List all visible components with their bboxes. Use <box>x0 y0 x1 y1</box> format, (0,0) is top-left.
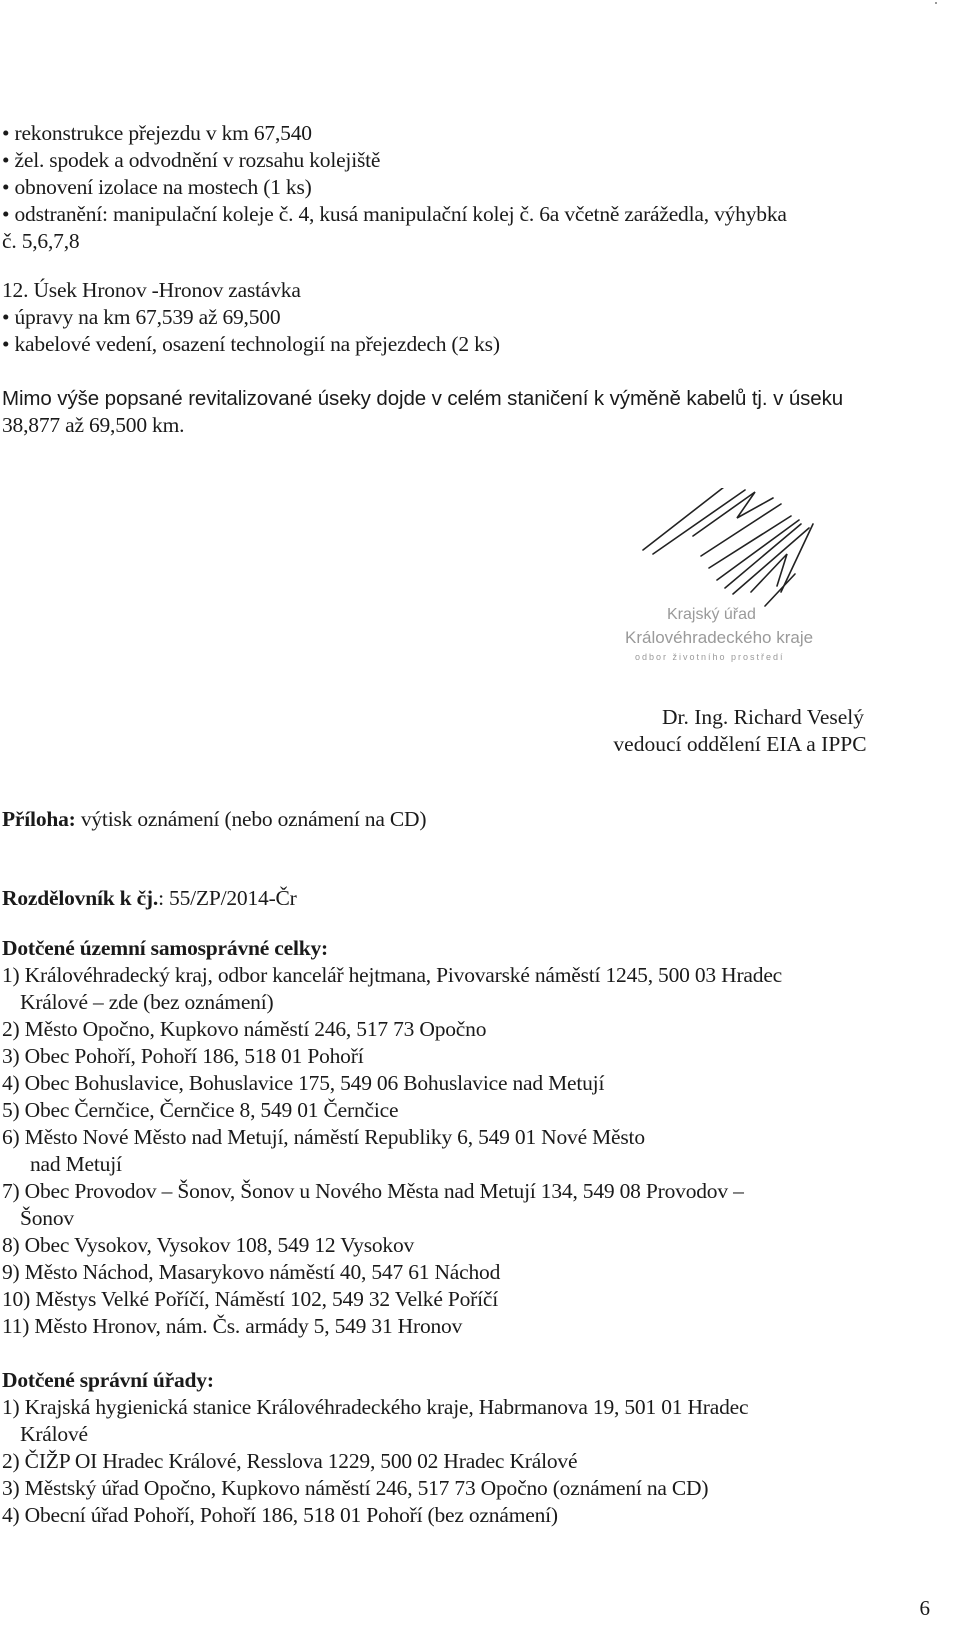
self-governing-item-11: 11) Město Hronov, nám. Čs. armády 5, 549 31 Hronov <box>2 1314 463 1338</box>
section-12-item-1: • úpravy na km 67,539 až 69,500 <box>2 305 281 329</box>
self-governing-heading: Dotčené územní samosprávné celky: <box>2 936 328 960</box>
attachment-line <box>2 806 426 833</box>
self-governing-item-7-continued: Šonov <box>20 1206 74 1230</box>
distribution-line <box>2 885 297 912</box>
bullet-removal: • odstranění: manipulační koleje č. 4, kusá manipulační kolej č. 6a včetně zarážedla, výhybka <box>2 202 787 226</box>
self-governing-item-5: 5) Obec Černčice, Černčice 8, 549 01 Černčice <box>2 1098 399 1122</box>
administrative-item-1: 1) Krajská hygienická stanice Královéhradeckého kraje, Habrmanova 19, 501 01 Hradec <box>2 1395 749 1419</box>
self-governing-item-6-continued: nad Metují <box>30 1152 122 1176</box>
self-governing-item-8: 8) Obec Vysokov, Vysokov 108, 549 12 Vysokov <box>2 1233 415 1257</box>
signatory-title: vedoucí oddělení EIA a IPPC <box>613 732 867 756</box>
self-governing-item-4: 4) Obec Bohuslavice, Bohuslavice 175, 549 06 Bohuslavice nad Metují <box>2 1071 605 1095</box>
self-governing-item-7: 7) Obec Provodov – Šonov, Šonov u Nového Města nad Metují 134, 549 08 Provodov – <box>2 1179 744 1203</box>
administrative-item-3: 3) Městský úřad Opočno, Kupkovo náměstí 246, 517 73 Opočno (oznámení na CD) <box>2 1476 709 1500</box>
signatory-name: Dr. Ing. Richard Veselý <box>662 705 865 729</box>
page-number: 6 <box>919 1596 930 1620</box>
bullet-bridge-insulation: • obnovení izolace na mostech (1 ks) <box>2 175 312 199</box>
self-governing-item-9: 9) Město Náchod, Masarykovo náměstí 40, 547 61 Náchod <box>2 1260 501 1284</box>
self-governing-item-10: 10) Městys Velké Poříčí, Náměstí 102, 549 32 Velké Poříčí <box>2 1287 498 1311</box>
stamp-line-3: odbor životního prostředí <box>635 652 785 662</box>
self-governing-item-2: 2) Město Opočno, Kupkovo náměstí 246, 517 73 Opočno <box>2 1017 487 1041</box>
bullet-removal-continued: č. 5,6,7,8 <box>2 229 80 253</box>
official-stamp <box>605 488 865 688</box>
bullet-track-bed: • žel. spodek a odvodnění v rozsahu kolejiště <box>2 148 381 172</box>
section-12-item-2: • kabelové vedení, osazení technologií na přejezdech (2 ks) <box>2 332 500 356</box>
administrative-item-4: 4) Obecní úřad Pohoří, Pohoří 186, 518 01 Pohoří (bez oznámení) <box>2 1503 558 1527</box>
administrative-heading: Dotčené správní úřady: <box>2 1368 214 1392</box>
self-governing-item-1: 1) Královéhradecký kraj, odbor kancelář hejtmana, Pivovarské náměstí 1245, 500 03 Hradec <box>2 963 783 987</box>
summary-line-1: Mimo výše popsané revitalizované úseky dojde v celém staničení k výměně kabelů tj. v úseku <box>2 387 844 410</box>
section-12-heading: 12. Úsek Hronov -Hronov zastávka <box>2 278 301 302</box>
self-governing-item-6: 6) Město Nové Město nad Metují, náměstí Republiky 6, 549 01 Nové Město <box>2 1125 645 1149</box>
stamp-line-1: Krajský úřad <box>667 606 756 623</box>
administrative-item-1-continued: Králové <box>20 1422 88 1446</box>
distribution-reference: : 55/ZP/2014-Čr <box>158 886 297 910</box>
self-governing-item-3: 3) Obec Pohoří, Pohoří 186, 518 01 Pohoří <box>2 1044 364 1068</box>
summary-line-2: 38,877 až 69,500 km. <box>2 413 185 437</box>
administrative-item-2: 2) ČIŽP OI Hradec Králové, Resslova 1229, 500 02 Hradec Králové <box>2 1449 578 1473</box>
self-governing-item-1-continued: Králové – zde (bez oznámení) <box>20 990 274 1014</box>
stamp-line-2: Královéhradeckého kraje <box>625 628 814 647</box>
attachment-label: Příloha: <box>2 807 76 831</box>
distribution-label: Rozdělovník k čj. <box>2 886 159 910</box>
attachment-text: výtisk oznámení (nebo oznámení na CD) <box>75 807 427 831</box>
bullet-crossing: • rekonstrukce přejezdu v km 67,540 <box>2 121 312 145</box>
scan-speck <box>935 2 937 4</box>
